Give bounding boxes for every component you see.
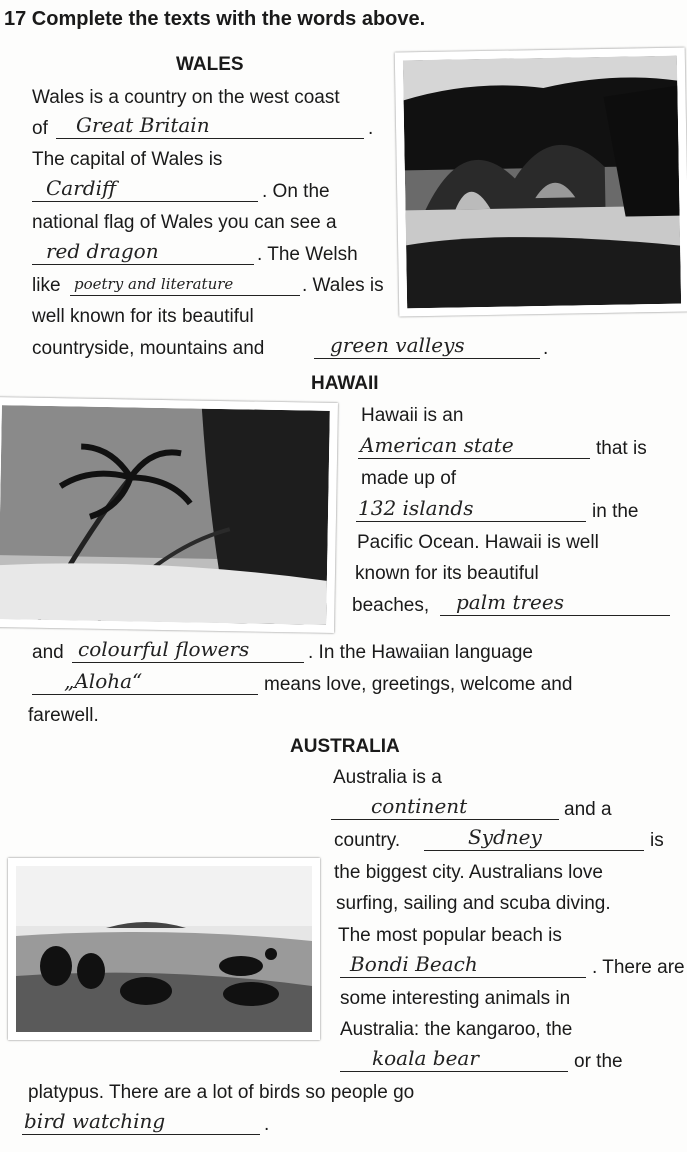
wales-line-5: national flag of Wales you can see a	[32, 212, 337, 233]
hawaii-line-6: known for its beautiful	[355, 563, 539, 584]
hawaii-blank-5[interactable]	[32, 669, 258, 695]
hawaii-line-3: made up of	[361, 468, 457, 489]
australia-blank-1[interactable]	[331, 794, 559, 820]
handwritten-answer: Bondi Beach	[350, 952, 478, 976]
handwritten-answer: Great Britain	[76, 113, 210, 137]
hawaii-blank-3[interactable]	[440, 590, 670, 616]
australia-text: and a	[564, 799, 612, 820]
hawaii-text: beaches,	[352, 595, 430, 616]
handwritten-answer: koala bear	[372, 1046, 479, 1070]
hawaii-text: means love, greetings, welcome and	[264, 674, 573, 695]
handwritten-answer: red dragon	[46, 239, 159, 263]
wales-line-1: Wales is a country on the west coast	[32, 87, 340, 108]
handwritten-answer: „Aloha“	[64, 669, 143, 693]
australia-line-11: platypus. There are a lot of birds so people go	[28, 1082, 415, 1103]
wales-photo	[395, 47, 687, 316]
wales-text: like	[32, 275, 61, 296]
wales-text: . On the	[262, 181, 330, 202]
handwritten-answer: bird watching	[24, 1109, 166, 1133]
australia-text: country.	[334, 830, 401, 851]
australia-blank-2[interactable]	[424, 825, 644, 851]
exercise-title: 17 Complete the texts with the words above.	[4, 8, 426, 30]
wales-text: .	[543, 338, 549, 359]
hawaii-line-5: Pacific Ocean. Hawaii is well	[357, 532, 599, 553]
wales-text: . The Welsh	[257, 244, 358, 265]
palm-beach-image	[0, 405, 330, 625]
wales-text: of	[32, 118, 48, 139]
wales-blank-3[interactable]	[32, 239, 254, 265]
hawaii-line-10: farewell.	[28, 705, 99, 726]
australia-blank-5[interactable]	[22, 1109, 260, 1135]
kangaroo-beach-image	[16, 866, 312, 1032]
hawaii-text: . In the Hawaiian language	[308, 642, 533, 663]
australia-text: or the	[574, 1051, 623, 1072]
australia-photo	[8, 858, 320, 1040]
australia-blank-4[interactable]	[340, 1046, 568, 1072]
australia-text: .	[264, 1114, 270, 1135]
handwritten-answer: 132 islands	[358, 496, 474, 520]
wales-text: . Wales is	[302, 275, 384, 296]
wales-line-3: The capital of Wales is	[32, 149, 223, 170]
wales-text: countryside, mountains and	[32, 338, 265, 359]
hawaii-blank-2[interactable]	[356, 496, 586, 522]
hawaii-text: and	[32, 642, 64, 663]
wales-blank-4[interactable]	[70, 273, 300, 296]
australia-line-5: surfing, sailing and scuba diving.	[336, 893, 611, 914]
australia-blank-3[interactable]	[340, 952, 586, 978]
australia-line-6: The most popular beach is	[338, 925, 562, 946]
australia-line-9: Australia: the kangaroo, the	[340, 1019, 573, 1040]
handwritten-answer: poetry and literature	[74, 275, 234, 293]
australia-line-4: the biggest city. Australians love	[334, 862, 603, 883]
hawaii-text: in the	[592, 501, 639, 522]
bridge-landscape-image	[403, 56, 681, 309]
wales-blank-2[interactable]	[32, 176, 258, 202]
handwritten-answer: Cardiff	[46, 176, 117, 200]
handwritten-answer: American state	[360, 433, 514, 457]
hawaii-heading: HAWAII	[311, 373, 379, 394]
wales-blank-5[interactable]	[314, 333, 540, 359]
australia-heading: AUSTRALIA	[290, 736, 400, 757]
wales-line-8: well known for its beautiful	[32, 306, 254, 327]
handwritten-answer: colourful flowers	[78, 637, 250, 661]
handwritten-answer: palm trees	[456, 590, 564, 614]
wales-blank-1[interactable]	[56, 113, 364, 139]
australia-line-8: some interesting animals in	[340, 988, 571, 1009]
australia-text: . There are	[592, 957, 685, 978]
australia-line-1: Australia is a	[333, 767, 442, 788]
wales-text: .	[368, 118, 374, 139]
hawaii-line-1: Hawaii is an	[361, 405, 464, 426]
wales-heading: WALES	[176, 54, 244, 75]
handwritten-answer: Sydney	[468, 825, 542, 849]
handwritten-answer: continent	[371, 794, 468, 818]
hawaii-photo	[0, 397, 338, 633]
hawaii-blank-1[interactable]	[358, 433, 590, 459]
hawaii-text: that is	[596, 438, 647, 459]
hawaii-blank-4[interactable]	[72, 637, 304, 663]
australia-text: is	[650, 830, 664, 851]
handwritten-answer: green valleys	[330, 333, 465, 357]
